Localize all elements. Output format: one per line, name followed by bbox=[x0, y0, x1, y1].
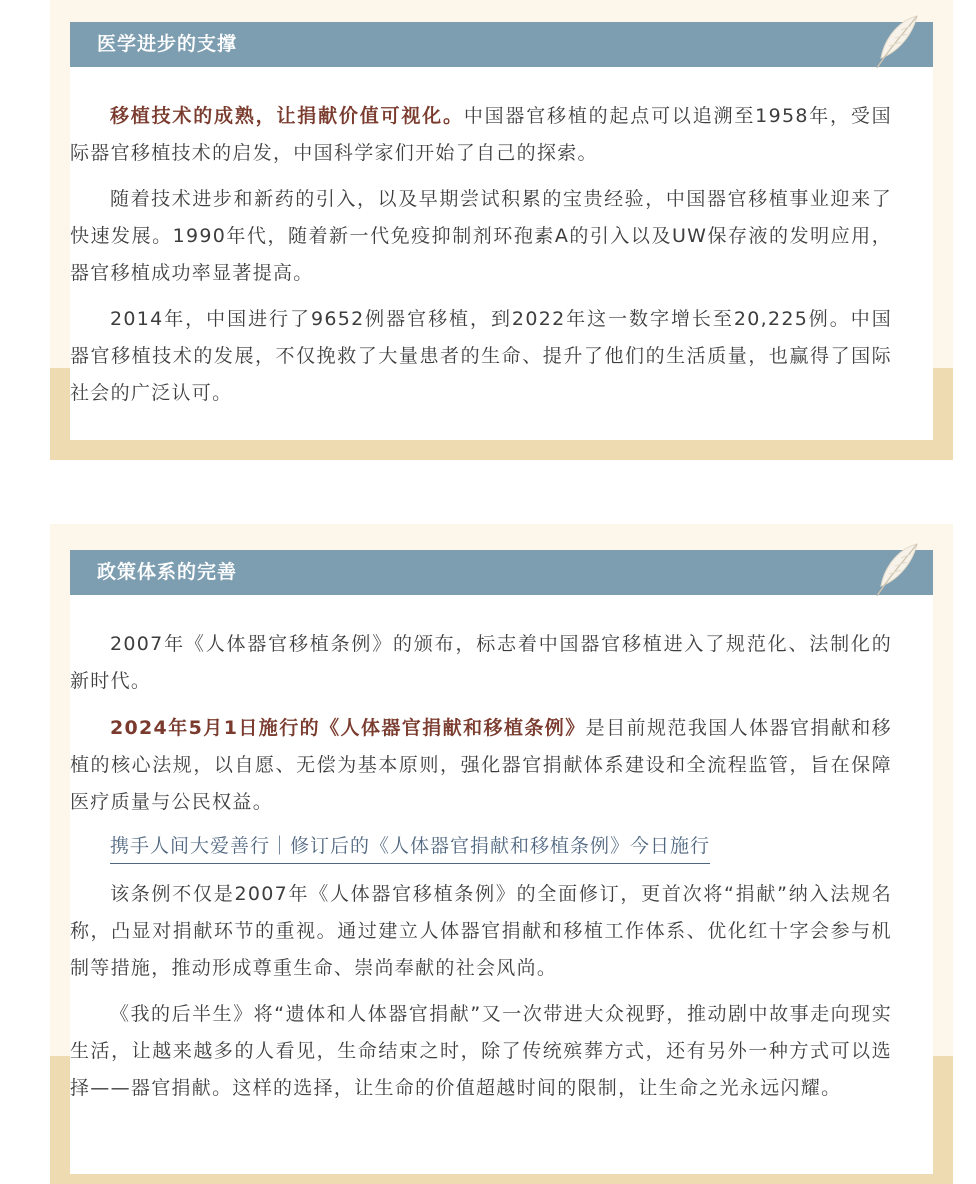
highlight-text: 移植技术的成熟，让捐献价值可视化。 bbox=[110, 105, 464, 127]
paragraph-text: 是目前规范我国人体器官捐献和移植的核心法规，以自愿、无偿为基本原则，强化器官捐献体系建设和全流程监管，旨在保障医疗质量与公民权益。 bbox=[70, 717, 892, 813]
paragraph: 该条例不仅是2007年《人体器官移植条例》的全面修订，更首次将“捐献”纳入法规名称，凸显对捐献环节的重视。通过建立人体器官捐献和移植工作体系、优化红十字会参与机制等措施，推动形成尊重生命、崇尚奉献的社会风尚。 bbox=[70, 883, 892, 979]
paragraph bbox=[70, 710, 892, 821]
section-header bbox=[70, 22, 933, 67]
section-medical-progress bbox=[50, 0, 953, 460]
feather-quill-icon bbox=[871, 542, 923, 598]
section-header bbox=[70, 550, 933, 595]
paragraph bbox=[70, 98, 892, 172]
paragraph: 2014年，中国进行了9652例器官移植，到2022年这一数字增长至20,225例。中国器官移植技术的发展，不仅挽救了大量患者的生命、提升了他们的生活质量，也赢得了国际社会的广泛认可。 bbox=[70, 308, 892, 404]
feather-quill-icon bbox=[871, 14, 923, 70]
paragraph: 2007年《人体器官移植条例》的颁布，标志着中国器官移植进入了规范化、法制化的新时代。 bbox=[70, 633, 892, 692]
section-title: 政策体系的完善 bbox=[97, 561, 238, 583]
article-link[interactable]: 携手人间大爱善行｜修订后的《人体器官捐献和移植条例》今日施行 bbox=[110, 831, 710, 864]
paragraph: 《我的后半生》将“遗体和人体器官捐献”又一次带进大众视野，推动剧中故事走向现实生活，让越来越多的人看见，生命结束之时，除了传统殡葬方式，还有另外一种方式可以选择——器官捐献。这样的选择，让生命的价值超越时间的限制，让生命之光永远闪耀。 bbox=[70, 1003, 892, 1099]
highlight-text: 2024年5月1日施行的《人体器官捐献和移植条例》 bbox=[110, 717, 586, 739]
paragraph: 随着技术进步和新药的引入，以及早期尝试积累的宝贵经验，中国器官移植事业迎来了快速发展。1990年代，随着新一代免疫抑制剂环孢素A的引入以及UW保存液的发明应用，器官移植成功率显著提高。 bbox=[70, 188, 892, 284]
section-title: 医学进步的支撑 bbox=[97, 33, 238, 55]
paragraph-text: 中国器官移植的起点可以追溯至1958年，受国际器官移植技术的启发，中国科学家们开始了自己的探索。 bbox=[70, 105, 892, 164]
section-policy-system bbox=[50, 524, 953, 1184]
